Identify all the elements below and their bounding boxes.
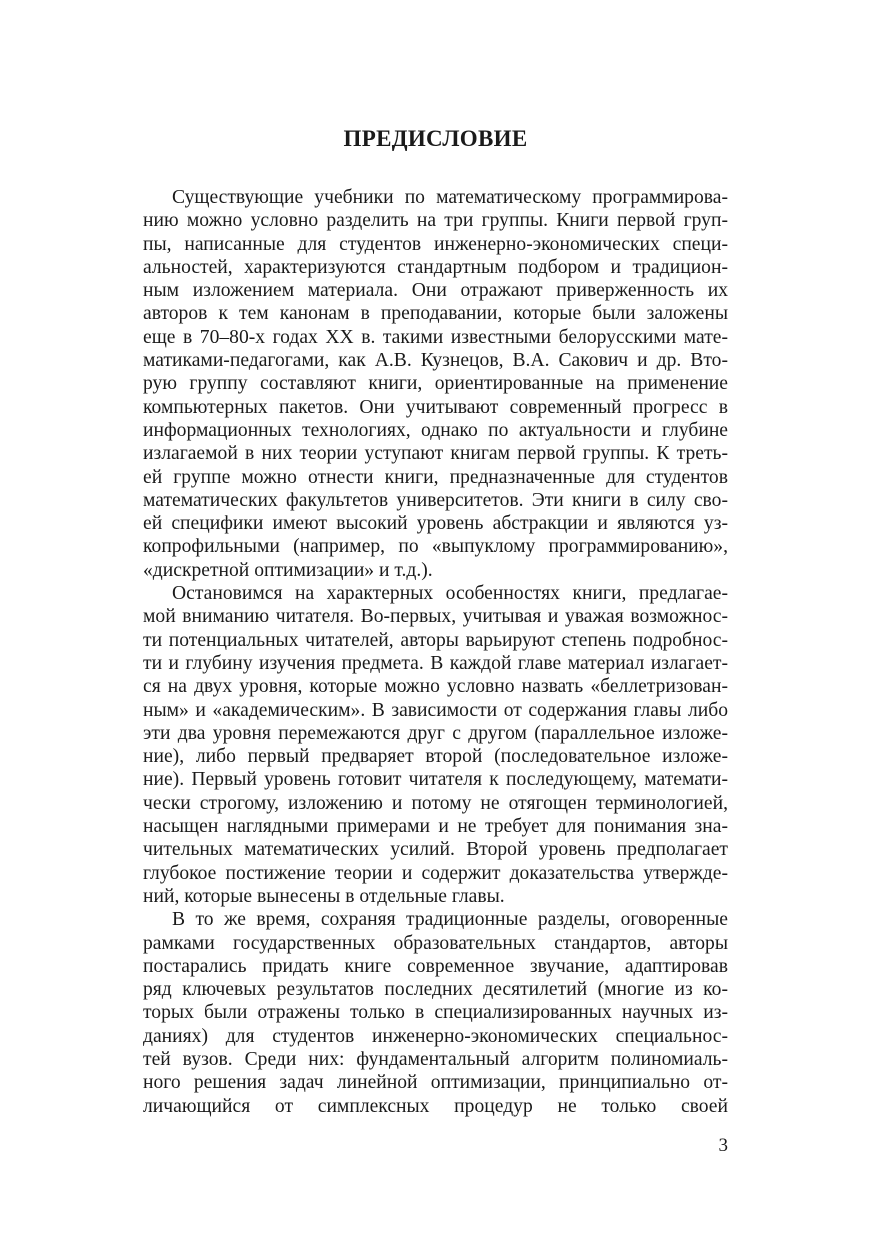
text-line: рую группу составляют книги, ориентированные на применение — [143, 373, 728, 395]
preface-body — [143, 186, 728, 1118]
text-line: торых были отражены только в специализированных научных из- — [143, 1002, 728, 1024]
text-line: ного решения задач линейной оптимизации, принципиально от- — [143, 1072, 728, 1094]
text-line: ний, которые вынесены в отдельные главы. — [143, 885, 505, 907]
text-line: ным» и «академическим». В зависимости от содержания главы либо — [143, 699, 728, 721]
text-line: чительных математических усилий. Второй уровень предполагает — [143, 839, 728, 861]
text-line: Остановимся на характерных особенностях книги, предлагае- — [172, 583, 728, 605]
text-line: ти и глубину изучения предмета. В каждой главе материал излагает- — [143, 652, 728, 674]
text-line: компьютерных пакетов. Они учитывают современный прогресс в — [143, 396, 728, 418]
text-line: информационных технологиях, однако по актуальности и глубине — [143, 419, 728, 441]
text-line: излагаемой в них теории уступают книгам первой группы. К треть- — [143, 443, 728, 465]
text-line: ряд ключевых результатов последних десятилетий (многие из ко- — [143, 979, 728, 1001]
text-line: рамками государственных образовательных стандартов, авторы — [143, 932, 728, 954]
text-line: ей группе можно отнести книги, предназначенные для студентов — [143, 466, 728, 488]
text-line: ние). Первый уровень готовит читателя к последующему, математи- — [143, 769, 728, 791]
text-line: даниях) для студентов инженерно-экономических специальнос- — [143, 1025, 728, 1047]
text-line: ей специфики имеют высокий уровень абстракции и являются уз- — [143, 513, 728, 535]
text-line: глубокое постижение теории и содержит доказательства утвержде- — [143, 862, 728, 884]
text-line: авторов к тем канонам в преподавании, которые были заложены — [143, 303, 728, 325]
paragraph-2 — [143, 582, 728, 908]
text-line: насыщен наглядными примерами и не требует для понимания зна- — [143, 816, 728, 838]
text-line: личающийся от симплексных процедур не только своей — [143, 1095, 728, 1117]
text-line: ти потенциальных читателей, авторы варьируют степень подробнос- — [143, 629, 728, 651]
text-line: эти два уровня перемежаются друг с другом (параллельное изложе- — [143, 722, 728, 744]
text-line: альностей, характеризуются стандартным подбором и традицион- — [143, 256, 728, 278]
text-line: еще в 70–80-х годах XX в. такими известными белорусскими мате- — [143, 326, 728, 348]
text-line: ся на двух уровня, которые можно условно назвать «беллетризован- — [143, 676, 728, 698]
paragraph-1 — [143, 186, 728, 582]
text-line: «дискретной оптимизации» и т.д.). — [143, 559, 433, 581]
text-line: пы, написанные для студентов инженерно-экономических специ- — [143, 233, 728, 255]
text-line: ным изложением материала. Они отражают приверженность их — [143, 280, 728, 302]
text-line: нию можно условно разделить на три группы. Книги первой груп- — [143, 210, 728, 232]
text-line: постарались придать книге современное звучание, адаптировав — [143, 955, 728, 977]
page-number: 3 — [718, 1135, 728, 1156]
text-line: Существующие учебники по математическому программирова- — [172, 187, 728, 208]
text-line: мой вниманию читателя. Во-первых, учитывая и уважая возможнос- — [143, 606, 728, 628]
text-line: ние), либо первый предваряет второй (последовательное изложе- — [143, 746, 728, 768]
paragraph-3 — [143, 908, 728, 1118]
text-line: В то же время, сохраняя традиционные разделы, оговоренные — [172, 909, 728, 931]
text-line: матиками-педагогами, как А.В. Кузнецов, В.А. Сакович и др. Вто- — [143, 350, 728, 372]
text-line: математических факультетов университетов. Эти книги в силу сво- — [143, 489, 728, 511]
text-line: тей вузов. Среди них: фундаментальный алгоритм полиномиаль- — [143, 1048, 728, 1070]
text-line: копрофильными (например, по «выпуклому программированию», — [143, 536, 728, 558]
text-line: чески строгому, изложению и потому не отягощен терминологией, — [143, 792, 728, 814]
page-title: ПРЕДИСЛОВИЕ — [343, 126, 528, 151]
